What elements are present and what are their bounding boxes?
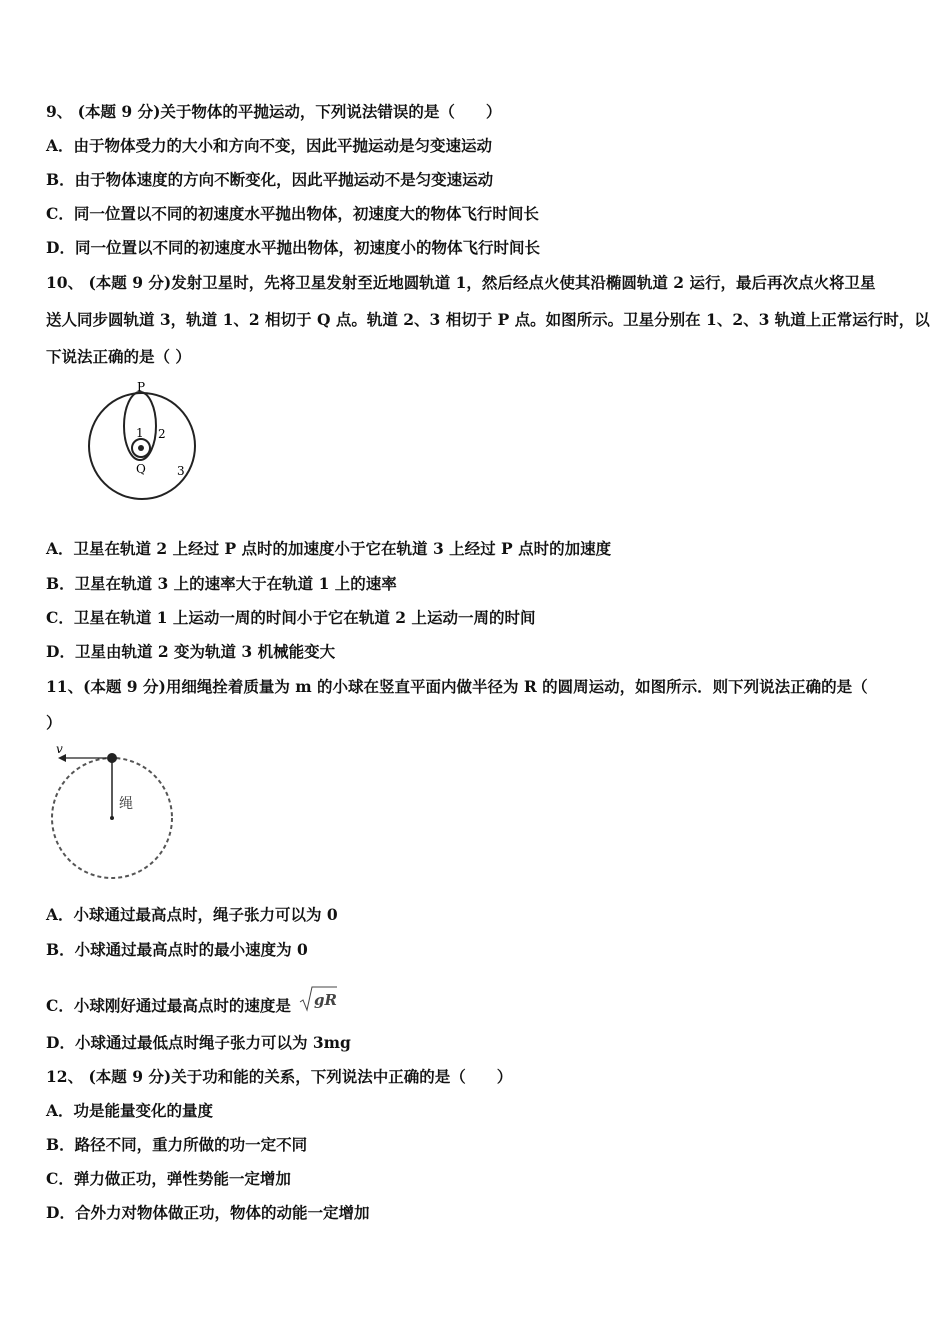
label-orbit2: 2 <box>158 427 166 441</box>
q11-option-c <box>46 985 910 1017</box>
q9-option-a: A．由于物体受力的大小和方向不变，因此平抛运动是匀变速运动 <box>46 136 493 155</box>
label-p: P <box>137 380 146 394</box>
center-dot <box>110 816 114 820</box>
label-v: v <box>56 742 63 756</box>
ball <box>107 753 117 763</box>
q10-option-d: D．卫星由轨道 2 变为轨道 3 机械能变大 <box>46 642 336 661</box>
q9-stem: 9、 (本题 9 分)关于物体的平抛运动，下列说法错误的是（ ） <box>46 102 502 121</box>
q11-stem-line1: 11、(本题 9 分)用细绳拴着质量为 m 的小球在竖直平面内做半径为 R 的圆周运动，如图所示．则下列说法正确的是（ <box>46 677 868 696</box>
q12-option-d: D．合外力对物体做正功，物体的动能一定增加 <box>46 1203 370 1222</box>
q12-option-c: C．弹力做正功，弹性势能一定增加 <box>46 1169 291 1188</box>
earth-dot <box>138 445 144 451</box>
label-orbit3: 3 <box>177 464 185 478</box>
q11-option-a: A．小球通过最高点时，绳子张力可以为 0 <box>46 905 338 924</box>
q11-option-c-text: C．小球刚好通过最高点时的速度是 <box>46 996 291 1015</box>
q9-option-b: B．由于物体速度的方向不断变化，因此平抛运动不是匀变速运动 <box>46 170 494 189</box>
q11-option-b: B．小球通过最高点时的最小速度为 0 <box>46 940 308 959</box>
q11-circular-motion-figure <box>46 742 181 887</box>
q10-stem-line2: 送人同步圆轨道 3，轨道 1、2 相切于 Q 点。轨道 2、3 相切于 P 点。如图所示。卫星分别在 1、2、3 轨道上正常运行时，以 <box>46 310 930 329</box>
q12-option-b: B．路径不同，重力所做的功一定不同 <box>46 1135 308 1154</box>
sqrt-content: gR <box>314 991 338 1009</box>
label-orbit1: 1 <box>136 426 144 440</box>
q12-stem: 12、 (本题 9 分)关于功和能的关系，下列说法中正确的是（ ） <box>46 1067 513 1086</box>
q10-option-a: A．卫星在轨道 2 上经过 P 点时的加速度小于它在轨道 3 上经过 P 点时的加速度 <box>46 539 612 558</box>
sqrt-formula <box>298 985 338 1013</box>
q11-stem-line2: ） <box>46 713 62 732</box>
q10-option-b: B．卫星在轨道 3 上的速率大于在轨道 1 上的速率 <box>46 574 397 593</box>
q10-orbit-figure <box>80 376 205 506</box>
q9-option-d: D．同一位置以不同的初速度水平抛出物体，初速度小的物体飞行时间长 <box>46 238 540 257</box>
q10-option-c: C．卫星在轨道 1 上运动一周的时间小于它在轨道 2 上运动一周的时间 <box>46 608 536 627</box>
q11-option-d: D．小球通过最低点时绳子张力可以为 3mg <box>46 1033 351 1052</box>
q10-stem-line1: 10、 (本题 9 分)发射卫星时，先将卫星发射至近地圆轨道 1，然后经点火使其沿椭圆轨道 2 运行，最后再次点火将卫星 <box>46 273 876 292</box>
label-q: Q <box>136 462 146 476</box>
q10-stem-line3: 下说法正确的是（ ） <box>46 347 191 366</box>
q9-option-c: C．同一位置以不同的初速度水平抛出物体，初速度大的物体飞行时间长 <box>46 204 539 223</box>
label-rope: 绳 <box>119 796 133 812</box>
q12-option-a: A．功是能量变化的量度 <box>46 1101 214 1120</box>
